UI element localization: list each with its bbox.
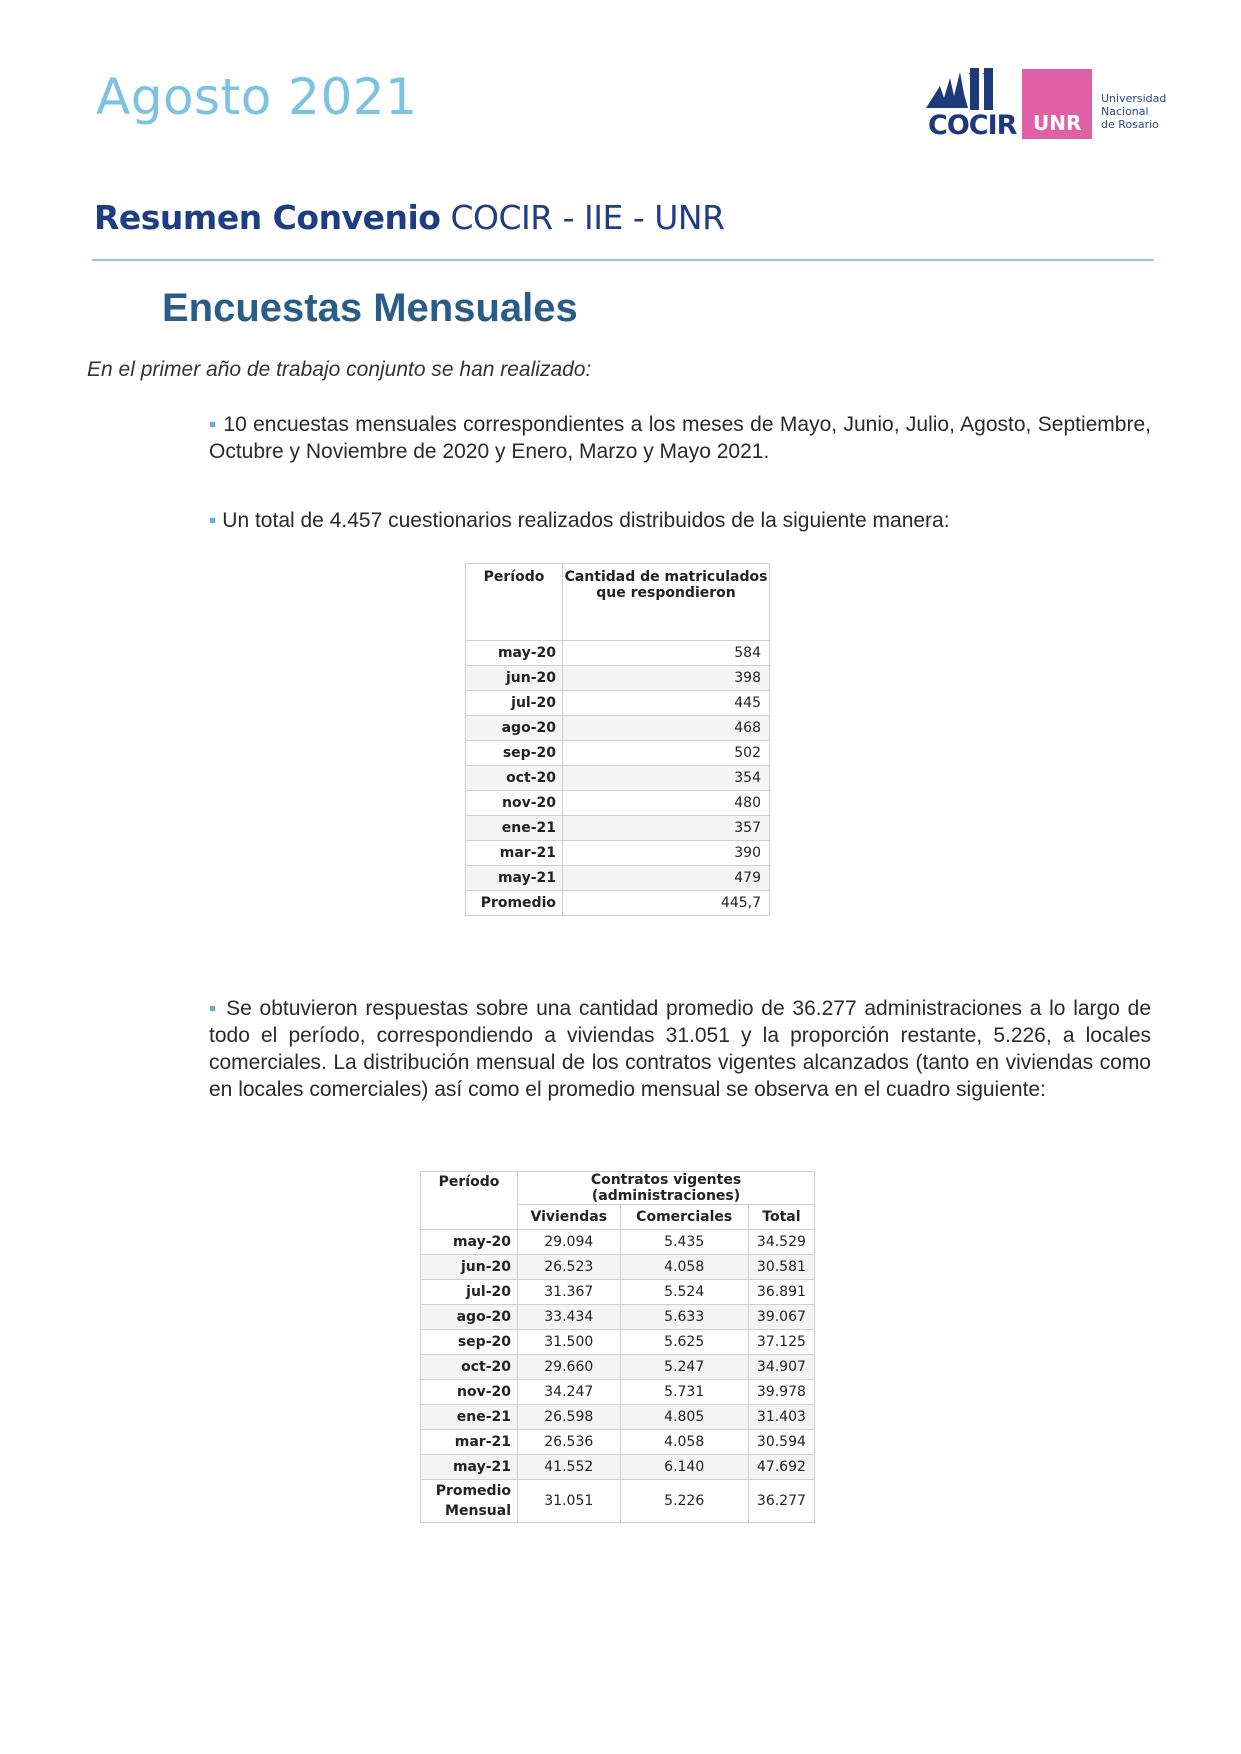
value-cell: 26.536 (518, 1430, 621, 1455)
value-cell: 5.633 (620, 1305, 748, 1330)
period-cell: mar-21 (466, 841, 563, 866)
table-row (466, 816, 770, 841)
cocir-logo-text: COCIR (928, 110, 1017, 141)
contracts-table (420, 1171, 815, 1523)
bullet-text: Se obtuvieron respuestas sobre una cantidad promedio de 36.277 administraciones a lo largo de todo el período, correspondiendo a viviendas 31.051 y la proporción restante, 5.226, a locales comerciales. La distribución mensual de los contratos vigentes alcanzados (tanto en viviendas como en locales comerciales) así como el promedio mensual se observa en el cuadro siguiente: (209, 997, 1151, 1101)
unr-name-line: de Rosario (1101, 118, 1159, 131)
value-cell: 36.277 (748, 1480, 814, 1523)
table-row (466, 766, 770, 791)
value-cell: 5.625 (620, 1330, 748, 1355)
value-cell: 4.805 (620, 1405, 748, 1430)
table-row (421, 1255, 815, 1280)
table-row (421, 1305, 815, 1330)
value-cell: 30.594 (748, 1430, 814, 1455)
period-cell: ene-21 (421, 1405, 518, 1430)
bullet-paragraph (209, 995, 1151, 1103)
average-label-line: Promedio (435, 1483, 511, 1499)
period-cell: may-20 (466, 641, 563, 666)
value-cell: 445,7 (563, 891, 770, 916)
value-cell: 354 (563, 766, 770, 791)
value-cell: 39.978 (748, 1380, 814, 1405)
document-subtitle (94, 198, 725, 237)
value-cell: 29.660 (518, 1355, 621, 1380)
column-header: Cantidad de matriculados que respondieron (563, 564, 770, 641)
value-cell: 502 (563, 741, 770, 766)
period-cell: jul-20 (421, 1280, 518, 1305)
period-cell: jun-20 (466, 666, 563, 691)
value-cell: 480 (563, 791, 770, 816)
subtitle-rest: COCIR - IIE - UNR (450, 198, 725, 237)
table-row (466, 666, 770, 691)
period-cell: may-20 (421, 1230, 518, 1255)
bullet-icon: ▪ (209, 509, 217, 532)
column-header: Período (421, 1172, 518, 1230)
period-cell: oct-20 (466, 766, 563, 791)
section-title: Encuestas Mensuales (162, 286, 578, 330)
table-row (466, 716, 770, 741)
table-row (421, 1330, 815, 1355)
average-label-line: Mensual (445, 1503, 511, 1519)
column-header: Período (466, 564, 563, 641)
subtitle-bold: Resumen Convenio (94, 198, 441, 237)
value-cell: 5.226 (620, 1480, 748, 1523)
respondents-table (465, 563, 770, 916)
value-cell: 41.552 (518, 1455, 621, 1480)
period-cell: may-21 (466, 866, 563, 891)
table-row (421, 1355, 815, 1380)
value-cell: 390 (563, 841, 770, 866)
value-cell: 36.891 (748, 1280, 814, 1305)
bullet-text: Un total de 4.457 cuestionarios realizados distribuidos de la siguiente manera: (222, 509, 950, 532)
value-cell: 47.692 (748, 1455, 814, 1480)
table-row (421, 1280, 815, 1305)
value-cell: 445 (563, 691, 770, 716)
bullet-paragraph (209, 411, 1151, 465)
value-cell: 31.403 (748, 1405, 814, 1430)
value-cell: 468 (563, 716, 770, 741)
unr-logo (1022, 69, 1092, 139)
value-cell: 4.058 (620, 1255, 748, 1280)
value-cell: 584 (563, 641, 770, 666)
column-header: Viviendas (518, 1205, 621, 1230)
period-cell (421, 1480, 518, 1523)
period-cell: jul-20 (466, 691, 563, 716)
bullet-paragraph (209, 507, 1151, 534)
divider (92, 259, 1154, 261)
unr-name (1101, 92, 1166, 131)
value-cell: 30.581 (748, 1255, 814, 1280)
period-cell: Promedio (466, 891, 563, 916)
period-cell: may-21 (421, 1455, 518, 1480)
value-cell: 5.435 (620, 1230, 748, 1255)
period-cell: nov-20 (421, 1380, 518, 1405)
table-row (466, 641, 770, 666)
table-row (421, 1455, 815, 1480)
value-cell: 5.524 (620, 1280, 748, 1305)
table-row (466, 866, 770, 891)
table-row (466, 741, 770, 766)
value-cell: 34.529 (748, 1230, 814, 1255)
cocir-logo (924, 64, 1017, 144)
period-cell: nov-20 (466, 791, 563, 816)
value-cell: 34.247 (518, 1380, 621, 1405)
table-row (466, 691, 770, 716)
table-row (421, 1405, 815, 1430)
period-cell: oct-20 (421, 1355, 518, 1380)
period-cell: ene-21 (466, 816, 563, 841)
value-cell: 39.067 (748, 1305, 814, 1330)
bullet-text: 10 encuestas mensuales correspondientes a los meses de Mayo, Junio, Julio, Agosto, Septiembre, Octubre y Noviembre de 2020 y Enero, Marzo y Mayo 2021. (209, 413, 1151, 463)
period-cell: ago-20 (421, 1305, 518, 1330)
value-cell: 479 (563, 866, 770, 891)
column-header: Total (748, 1205, 814, 1230)
value-cell: 6.140 (620, 1455, 748, 1480)
value-cell: 5.247 (620, 1355, 748, 1380)
table-row (421, 1230, 815, 1255)
bullet-icon: ▪ (209, 413, 217, 436)
value-cell: 31.500 (518, 1330, 621, 1355)
period-cell: jun-20 (421, 1255, 518, 1280)
table-row (421, 1380, 815, 1405)
value-cell: 26.598 (518, 1405, 621, 1430)
table-row (421, 1430, 815, 1455)
unr-name-line: Universidad (1101, 92, 1167, 105)
bullet-icon: ▪ (209, 997, 219, 1020)
value-cell: 357 (563, 816, 770, 841)
value-cell: 398 (563, 666, 770, 691)
value-cell: 5.731 (620, 1380, 748, 1405)
period-cell: sep-20 (421, 1330, 518, 1355)
table-row (466, 891, 770, 916)
column-header: Comerciales (620, 1205, 748, 1230)
average-row (421, 1480, 815, 1523)
table-row (466, 791, 770, 816)
column-group-header: Contratos vigentes (administraciones) (518, 1172, 815, 1205)
value-cell: 4.058 (620, 1430, 748, 1455)
table-row (466, 841, 770, 866)
value-cell: 34.907 (748, 1355, 814, 1380)
period-cell: mar-21 (421, 1430, 518, 1455)
value-cell: 26.523 (518, 1255, 621, 1280)
intro-text: En el primer año de trabajo conjunto se han realizado: (87, 358, 592, 381)
unr-name-line: Nacional (1101, 105, 1149, 118)
period-cell: ago-20 (466, 716, 563, 741)
cocir-emblem-icon (924, 64, 1010, 114)
value-cell: 31.367 (518, 1280, 621, 1305)
period-cell: sep-20 (466, 741, 563, 766)
value-cell: 37.125 (748, 1330, 814, 1355)
unr-logo-text: UNR (1033, 111, 1082, 135)
month-title: Agosto 2021 (96, 68, 418, 126)
value-cell: 33.434 (518, 1305, 621, 1330)
value-cell: 29.094 (518, 1230, 621, 1255)
value-cell: 31.051 (518, 1480, 621, 1523)
